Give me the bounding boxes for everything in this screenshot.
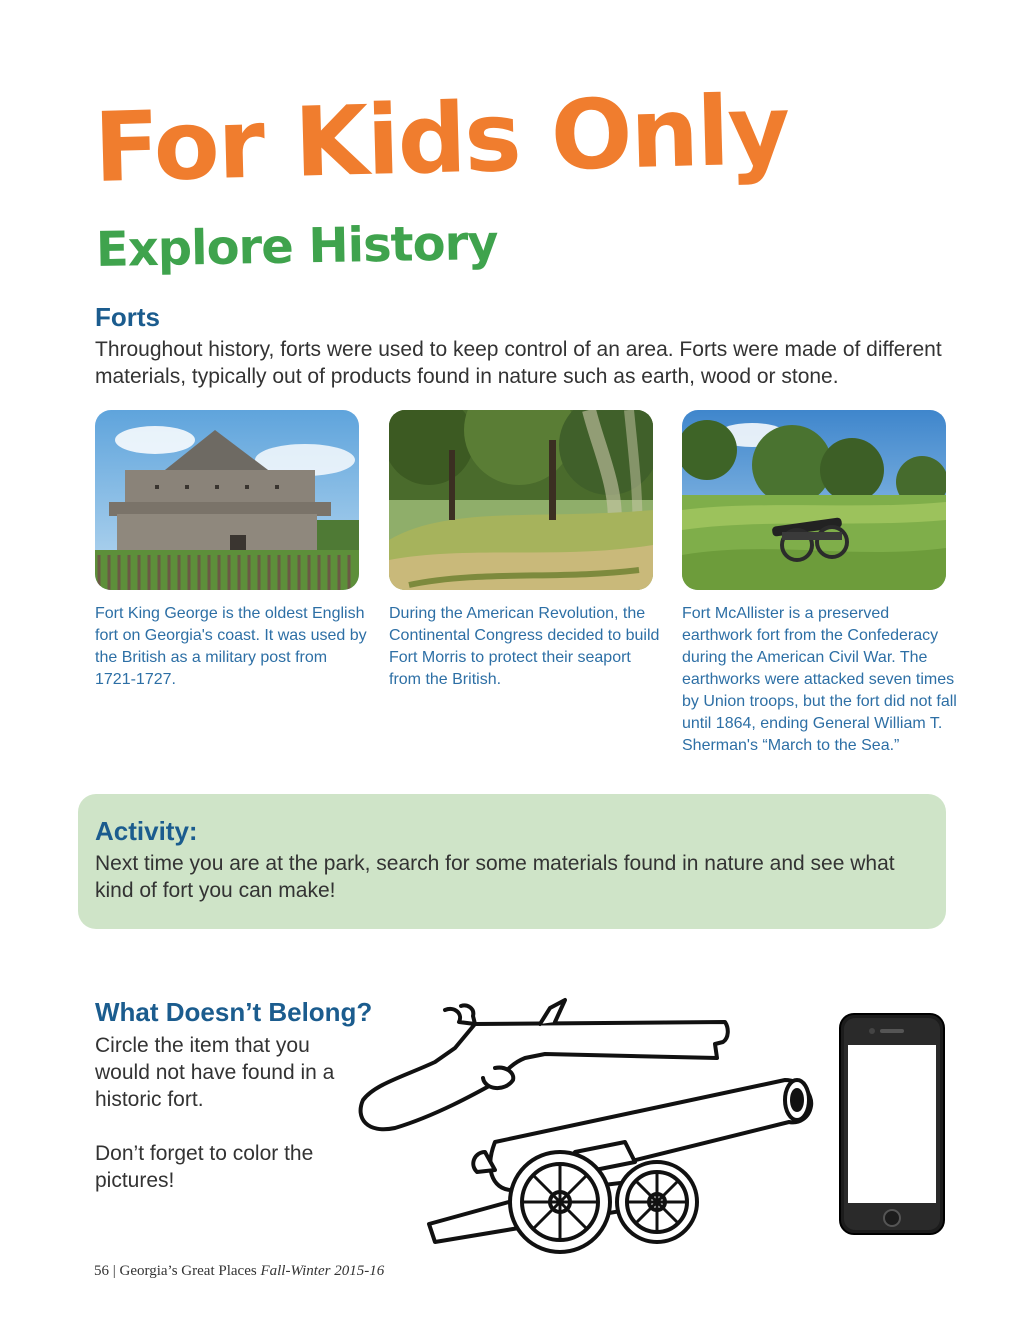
activity-body: Next time you are at the park, search for some materials found in nature and see what kind of fort you can make!	[95, 852, 895, 902]
activity-heading: Activity:	[95, 816, 198, 846]
page-footer	[94, 1263, 384, 1280]
forts-intro: Throughout history, forts were used to keep control of an area. Forts were made of different materials, typically out of products found in nature such as earth, wood or stone.	[95, 338, 942, 388]
caption-fort-king-george: Fort King George is the oldest English fort on Georgia's coast. It was used by the British as a military post from 1721-1727.	[95, 605, 367, 688]
footer-separator: |	[112, 1263, 116, 1279]
page-number: 56	[94, 1263, 109, 1279]
puzzle-note: Don’t forget to color the pictures!	[95, 1142, 314, 1192]
publication-name: Georgia’s Great Places	[119, 1263, 257, 1279]
puzzle-heading: What Doesn’t Belong?	[95, 997, 373, 1027]
puzzle-instruction: Circle the item that you would not have found in a historic fort.	[95, 1034, 335, 1111]
activity-box	[78, 794, 946, 929]
puzzle-text	[95, 1032, 335, 1221]
page-subtitle: Explore History	[95, 214, 498, 278]
issue-name: Fall-Winter 2015-16	[260, 1263, 385, 1279]
blockhouse-photo	[95, 410, 359, 590]
caption-fort-morris: During the American Revolution, the Continental Congress decided to build Fort Morris to protect their seaport from the British.	[389, 605, 660, 688]
cannon-field-photo	[682, 410, 946, 590]
forts-heading: Forts	[95, 302, 160, 332]
earthworks-photo	[389, 410, 653, 590]
cannon-icon[interactable]	[425, 1072, 815, 1262]
page-title: For Kids Only	[92, 73, 790, 204]
smartphone-icon[interactable]	[838, 1012, 946, 1236]
caption-fort-mcallister: Fort McAllister is a preserved earthwork fort from the Confederacy during the American Civil War. The earthworks were attacked seven times by Union troops, but the fort did not fall until 1864, ending General William T. Sherman's “March to the Sea.”	[682, 605, 957, 754]
